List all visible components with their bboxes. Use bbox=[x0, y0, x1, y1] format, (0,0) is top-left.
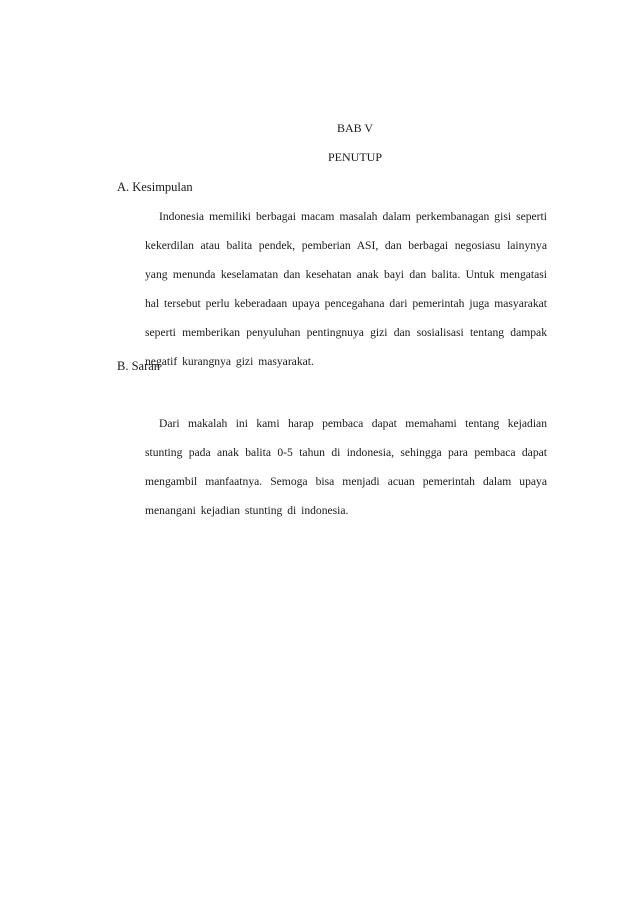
paragraph-kesimpulan bbox=[145, 202, 547, 376]
chapter-number: BAB V bbox=[336, 121, 374, 135]
paragraph-saran-text: Dari makalah ini kami harap pembaca dapat memahami tentang kejadian stunting pada anak balita 0-5 tahun di indonesia, sehingga para pembaca dapat mengambil manfaatnya. Semoga bisa menjadi acuan pemerintah dalam upaya menangani kejadian stunting di indonesia. bbox=[145, 417, 547, 517]
section-heading-saran: B. Saran bbox=[117, 359, 161, 373]
chapter-title: PENUTUP bbox=[327, 150, 382, 164]
paragraph-kesimpulan-text: Indonesia memiliki berbagai macam masalah dalam perkembanagan gisi seperti kekerdilan atau balita pendek, pemberian ASI, dan berbagai negosiasu lainynya yang menunda keselamatan dan kesehatan anak bayi dan balita. Untuk mengatasi hal tersebut perlu keberadaan upaya pencegahana dari pemerintah juga masyarakat seperti memberikan penyuluhan pentingnuya gizi dan sosialisasi tentang dampak negatif kurangnya gizi masyarakat. bbox=[145, 210, 548, 368]
paragraph-saran bbox=[145, 409, 547, 525]
section-heading-kesimpulan: A. Kesimpulan bbox=[117, 180, 193, 194]
